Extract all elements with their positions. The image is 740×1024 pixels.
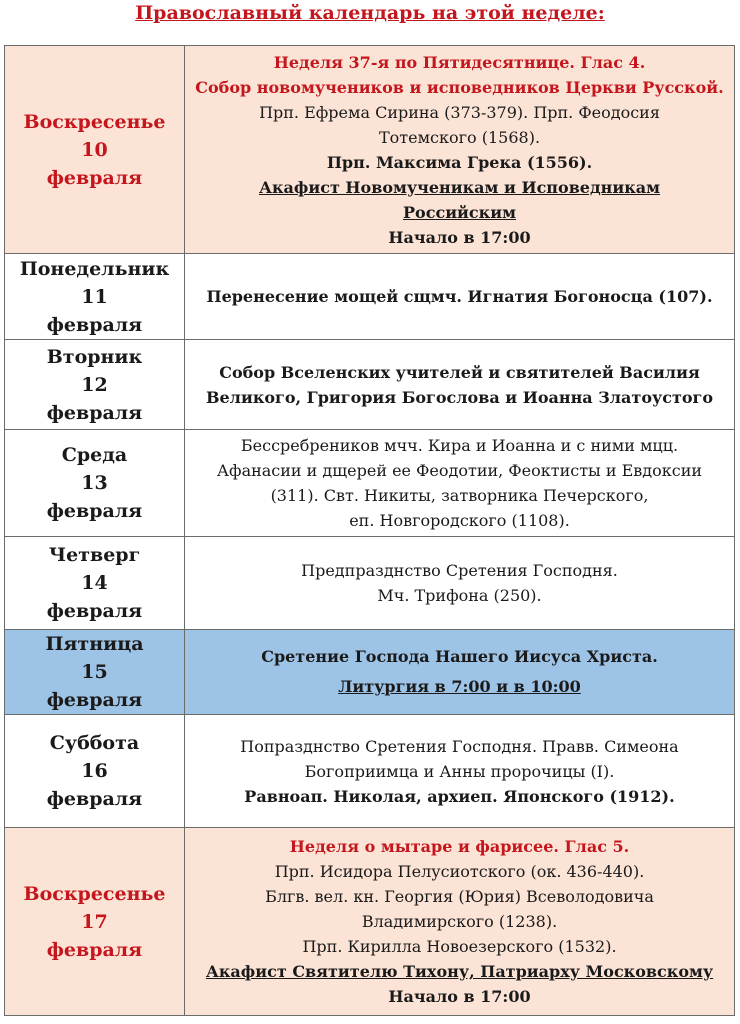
date: 12 <box>81 373 108 396</box>
event-line: Сретение Господа Нашего Иисуса Христа. <box>261 647 658 666</box>
events-cell <box>185 46 735 254</box>
month: февраля <box>46 938 143 961</box>
event-line: еп. Новгородского (1108). <box>349 511 570 530</box>
event-line: Предпразднство Сретения Господня. <box>301 561 618 580</box>
month: февраля <box>46 500 143 522</box>
events-cell <box>185 254 735 340</box>
day-cell <box>5 340 185 430</box>
event-line: Тотемского (1568). <box>378 127 541 147</box>
events-cell <box>185 715 735 828</box>
events-cell <box>185 630 735 715</box>
calendar-table <box>4 45 735 1016</box>
day-row <box>5 340 735 430</box>
month: февраля <box>46 600 143 622</box>
event-line: Неделя о мытаре и фарисее. Глас 5. <box>289 837 630 856</box>
day-row <box>5 430 735 537</box>
date: 15 <box>81 661 108 683</box>
day-row <box>5 715 735 828</box>
event-line: Литургия в 7:00 и в 10:00 <box>338 677 581 696</box>
weekday: Воскресенье <box>23 110 166 133</box>
day-row <box>5 828 735 1016</box>
month: февраля <box>46 788 143 810</box>
weekday: Суббота <box>49 732 140 754</box>
events-cell <box>185 430 735 537</box>
month: февраля <box>46 313 143 336</box>
weekday: Вторник <box>46 345 143 368</box>
day-cell <box>5 537 185 630</box>
event-line: Богоприимца и Анны пророчицы (I). <box>304 761 615 781</box>
date: 14 <box>81 572 108 594</box>
day-row <box>5 46 735 254</box>
event-line: (311). Свт. Никиты, затворника Печерского, <box>270 486 649 505</box>
event-line: Акафист Святителю Тихону, Патриарху Московскому <box>205 962 714 981</box>
event-line: Начало в 17:00 <box>388 227 531 247</box>
event-line: Перенесение мощей сщмч. Игнатия Богоносца (107). <box>206 287 713 306</box>
event-line: Блгв. вел. кн. Георгия (Юрия) Всеволодовича <box>265 887 654 906</box>
day-cell <box>5 715 185 828</box>
weekday: Воскресенье <box>23 882 166 905</box>
event-line: Собор Вселенских учителей и святителей Василия <box>219 362 700 382</box>
day-cell <box>5 430 185 537</box>
event-line: Бессребреников мчч. Кира и Иоанна и с ними мцц. <box>240 436 679 455</box>
event-line: Великого, Григория Богослова и Иоанна Златоустого <box>205 387 714 407</box>
event-line: Владимирского (1238). <box>361 912 558 931</box>
day-row <box>5 630 735 715</box>
events-cell <box>185 828 735 1016</box>
events-cell <box>185 340 735 430</box>
event-line: Прп. Максима Грека (1556). <box>326 152 593 172</box>
day-cell <box>5 630 185 715</box>
weekday: Четверг <box>48 544 141 566</box>
event-line: Прп. Ефрема Сирина (373-379). Прп. Феодосия <box>259 102 660 122</box>
month: февраля <box>46 689 143 711</box>
date: 11 <box>81 285 108 308</box>
event-line: Прп. Исидора Пелусиотского (ок. 436-440). <box>274 862 645 881</box>
event-line: Акафист Новомученикам и Исповедникам <box>258 177 661 197</box>
events-cell <box>185 537 735 630</box>
weekday: Понедельник <box>19 257 170 280</box>
month: февраля <box>46 166 143 189</box>
date: 17 <box>81 910 108 933</box>
day-row <box>5 537 735 630</box>
weekday: Среда <box>61 444 128 466</box>
day-row <box>5 254 735 340</box>
event-line: Мч. Трифона (250). <box>377 586 542 605</box>
event-line: Прп. Кирилла Новоезерского (1532). <box>302 937 617 956</box>
event-line: Неделя 37-я по Пятидесятнице. Глас 4. <box>273 52 646 72</box>
event-line: Афанасии и дщерей ее Феодотии, Феоктисты и Евдоксии <box>216 461 703 480</box>
event-line: Попразднство Сретения Господня. Правв. Симеона <box>240 736 679 756</box>
event-line: Начало в 17:00 <box>388 987 531 1006</box>
weekday: Пятница <box>45 633 144 655</box>
event-line: Российским <box>403 202 516 222</box>
date: 10 <box>81 138 108 161</box>
event-line: Собор новомучеников и исповедников Церкви Русской. <box>195 77 724 97</box>
day-cell <box>5 828 185 1016</box>
month: февраля <box>46 401 143 424</box>
day-cell <box>5 254 185 340</box>
day-cell <box>5 46 185 254</box>
page-title: Православный календарь на этой неделе: <box>135 2 605 24</box>
event-line: Равноап. Николая, архиеп. Японского (1912). <box>244 786 675 806</box>
date: 13 <box>81 472 108 494</box>
date: 16 <box>81 760 108 782</box>
